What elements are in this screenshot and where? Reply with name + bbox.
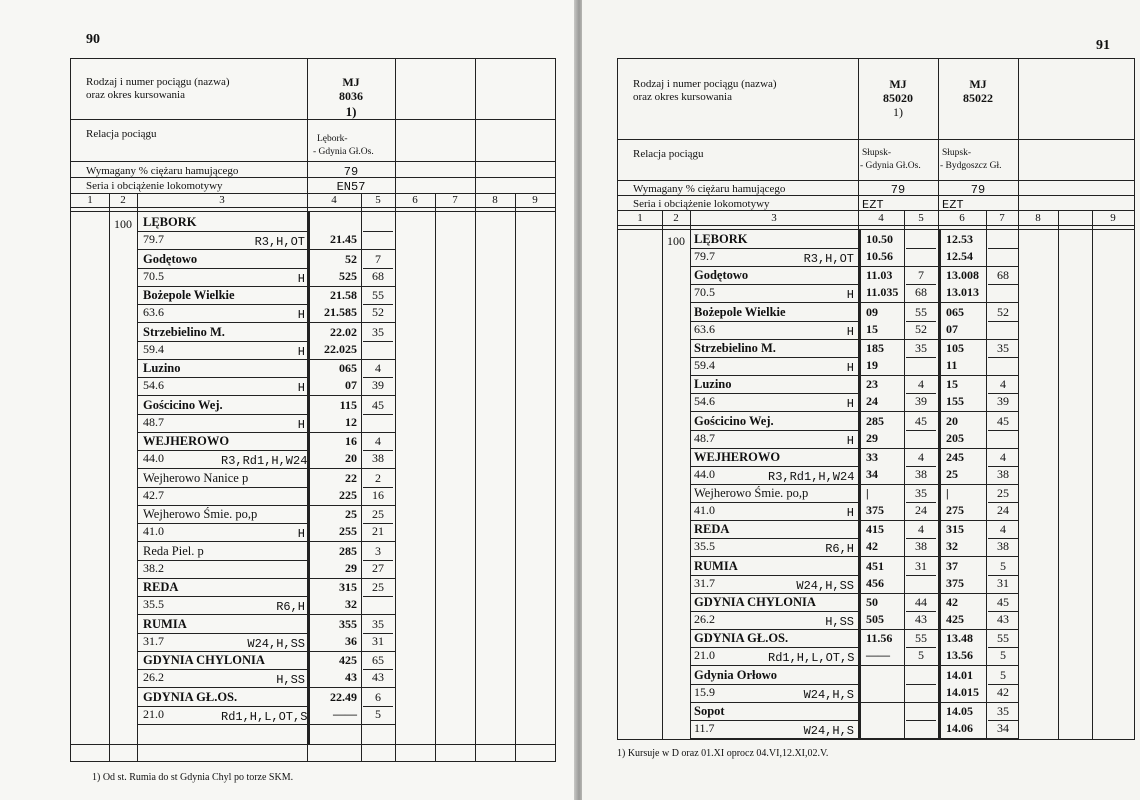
col-number: 6 (412, 194, 418, 206)
train1-run-time: 35 (915, 486, 927, 501)
train2-arrival: 245 (946, 449, 964, 464)
station-km: 79.7 (694, 249, 715, 263)
loco-label: Seria i obciążenie lokomotywy (86, 180, 223, 192)
arrival-time: 16 (345, 434, 357, 448)
arrival-time: 22.49 (330, 689, 357, 704)
station-name: GDYNIA CHYLONIA (694, 595, 816, 609)
train1-number: 85020 (883, 91, 913, 105)
station-name: Gdynia Orłowo (694, 667, 777, 682)
station-name: WEJHEROWO (694, 449, 781, 464)
train1-arrival: | (866, 486, 869, 501)
train-label-line1: Rodzaj i numer pociągu (nazwa) (86, 76, 230, 88)
station-codes: H (846, 360, 854, 375)
page-number-left: 90 (86, 32, 100, 47)
run-time-2: 27 (372, 560, 384, 575)
train1-run-time: 35 (915, 340, 927, 355)
station-codes: Rd1,H,L,OT,S (221, 709, 308, 724)
station-name: REDA (143, 580, 179, 594)
station-km: 15.9 (694, 684, 715, 699)
train1-loco: EZT (862, 198, 884, 212)
train1-arrival: 185 (866, 340, 884, 355)
train2-run-time: 5 (1000, 667, 1006, 682)
arrival-time: 22.02 (330, 324, 357, 339)
train-type: MJ (342, 75, 360, 89)
train1-run-time: 7 (918, 268, 924, 283)
train1-departure: 34 (866, 466, 878, 481)
train2-run-time: 35 (997, 703, 1009, 718)
run-time: 4 (375, 434, 381, 448)
train2-arrival: 15 (946, 377, 958, 392)
station-codes: W24,H,SS (247, 636, 305, 651)
station-codes: H,SS (276, 673, 305, 687)
speed-value: 100 (114, 217, 132, 231)
train1-run-time-2: 39 (915, 394, 927, 409)
train2-departure: 13.013 (946, 285, 979, 300)
station-km: 41.0 (694, 503, 715, 518)
station-codes: R3,H,OT (803, 252, 854, 266)
run-time: 25 (372, 580, 384, 594)
run-time: 45 (372, 397, 384, 412)
relation-label: Relacja pociągu (86, 128, 157, 140)
station-km: 54.6 (143, 378, 164, 392)
timetable-right (617, 58, 1135, 740)
station-name: Reda Piel. p (143, 543, 204, 558)
station-name: REDA (694, 522, 730, 537)
arrival-time: 315 (339, 580, 357, 594)
train2-arrival: 12.53 (946, 232, 973, 246)
station-name: RUMIA (694, 558, 738, 573)
station-name: Godętowo (694, 268, 749, 283)
train2-run-time-2: 38 (997, 539, 1009, 554)
train2-arrival: 14.01 (946, 667, 973, 682)
run-time: 7 (375, 251, 381, 266)
station-name: Strzebielino M. (694, 340, 776, 355)
train2-arrival: 20 (946, 413, 958, 428)
relation-label: Relacja pociągu (633, 148, 704, 160)
station-km: 54.6 (694, 394, 715, 409)
col-number: 9 (1110, 212, 1116, 224)
run-time: 35 (372, 324, 384, 339)
train2-run-time-2: 42 (997, 684, 1009, 699)
station-name: Luzino (694, 377, 732, 392)
train2-run-time-2: 34 (997, 720, 1009, 735)
train1-note: 1) (893, 105, 903, 119)
run-time: 55 (372, 288, 384, 302)
station-km: 38.2 (143, 560, 164, 575)
run-time-2: 43 (372, 670, 384, 684)
train2-run-time: 4 (1000, 449, 1006, 464)
train1-run-time-2: 43 (915, 612, 927, 626)
col-number: 6 (959, 212, 965, 224)
station-name: Luzino (143, 361, 181, 375)
col-number: 3 (219, 194, 225, 206)
station-codes: H (297, 308, 305, 322)
col-number: 7 (999, 212, 1005, 224)
departure-time: 07 (345, 378, 357, 392)
train-label-line1: Rodzaj i numer pociągu (nazwa) (633, 78, 777, 90)
station-name: GDYNIA CHYLONIA (143, 653, 265, 667)
station-km: 31.7 (694, 575, 715, 590)
train1-departure: 24 (866, 394, 878, 409)
station-codes: H (846, 433, 854, 448)
arrival-time: 21.58 (330, 288, 357, 302)
station-km: 21.0 (694, 648, 715, 663)
train2-run-time: 5 (1000, 558, 1006, 573)
arrival-time: 22 (345, 470, 357, 485)
run-time: 2 (375, 470, 381, 485)
train2-run-time: 4 (1000, 377, 1006, 392)
train2-departure: 25 (946, 466, 958, 481)
station-name: LĘBORK (694, 232, 748, 246)
station-name: GDYNIA GŁ.OS. (694, 631, 789, 646)
station-codes: H (297, 417, 305, 432)
train-note: 1) (345, 104, 357, 119)
speed-value: 100 (667, 234, 685, 248)
train1-arrival: 285 (866, 413, 884, 428)
departure-time: —— (333, 706, 357, 721)
station-name: WEJHEROWO (143, 434, 230, 448)
departure-time: 22.025 (324, 341, 357, 356)
departure-time: 225 (339, 487, 357, 502)
station-codes: R3,Rd1,H,W24 (221, 454, 308, 468)
train2-run-time: 45 (997, 413, 1009, 428)
train2-departure: 205 (946, 430, 964, 445)
train2-loco: EZT (942, 198, 964, 212)
train-label-line2: oraz okres kursowania (86, 89, 185, 101)
run-time-2: 38 (372, 451, 384, 465)
train1-run-time: 4 (918, 449, 924, 464)
station-km: 35.5 (694, 539, 715, 554)
train2-arrival: 42 (946, 595, 958, 609)
station-codes: H (846, 397, 854, 412)
train1-departure: 42 (866, 539, 878, 554)
train1-run-time-2: 5 (918, 648, 924, 663)
page-right (582, 0, 1140, 800)
train2-run-time-2: 24 (997, 503, 1009, 518)
train2-departure: 13.56 (946, 648, 973, 663)
train1-relation-2: - Gdynia Gł.Os. (860, 161, 921, 171)
departure-time: 43 (345, 670, 357, 684)
arrival-time: 355 (339, 616, 357, 631)
train2-departure: 12.54 (946, 249, 973, 263)
station-km: 11.7 (694, 720, 715, 735)
station-name: Strzebielino M. (143, 324, 225, 339)
arrival-time: 065 (339, 361, 357, 375)
train2-relation-1: Słupsk- (942, 148, 972, 158)
run-time-2: 16 (372, 487, 384, 502)
col-number: 5 (918, 212, 924, 224)
station-name: Wejherowo Nanice p (143, 470, 249, 485)
train2-departure: 14.015 (946, 684, 979, 699)
brake-label: Wymagany % ciężaru hamującego (633, 183, 786, 195)
train1-run-time-2: 38 (915, 466, 927, 481)
train-relation-1: Lębork- (317, 134, 348, 144)
timetable-left (70, 58, 556, 762)
run-time-2: 5 (375, 706, 381, 721)
train1-arrival: 11.03 (866, 268, 893, 283)
col-number: 3 (771, 212, 777, 224)
train1-run-time-2: 68 (915, 285, 927, 300)
train1-departure: 15 (866, 321, 878, 336)
station-km: 63.6 (143, 305, 164, 319)
train2-run-time-2: 38 (997, 466, 1009, 481)
station-km: 44.0 (694, 466, 715, 481)
station-name: LĘBORK (143, 215, 197, 229)
train1-departure: 19 (866, 357, 878, 372)
train1-departure: 10.56 (866, 249, 893, 263)
footnote-right: 1) Kursuje w D oraz 01.XI oprocz 04.VI,12.XI,02.V. (617, 748, 829, 759)
train1-departure: 375 (866, 503, 884, 518)
train2-run-time-2: 5 (1000, 648, 1006, 663)
station-km: 31.7 (143, 633, 164, 648)
train1-run-time: 44 (915, 595, 927, 609)
col-number: 8 (1035, 212, 1041, 224)
run-time: 25 (372, 507, 384, 521)
train1-arrival: 11.56 (866, 631, 893, 646)
train1-type: MJ (889, 77, 907, 91)
station-km: 44.0 (143, 451, 164, 465)
arrival-time: 115 (339, 397, 357, 412)
train-number: 8036 (339, 89, 363, 103)
station-km: 26.2 (143, 670, 164, 684)
train2-type: MJ (969, 77, 987, 91)
departure-time: 29 (345, 560, 357, 575)
col-number: 5 (375, 194, 381, 206)
run-time-2: 39 (372, 378, 384, 392)
station-km: 35.5 (143, 597, 164, 611)
departure-time: 20 (345, 451, 357, 465)
train2-run-time: 45 (997, 595, 1009, 609)
station-codes: H (297, 381, 305, 395)
run-time-2: 68 (372, 268, 384, 283)
col-number: 4 (331, 194, 337, 206)
station-name: Gościcino Wej. (143, 397, 223, 412)
run-time: 35 (372, 616, 384, 631)
train2-arrival: 14.05 (946, 703, 973, 718)
train2-run-time: 4 (1000, 522, 1006, 537)
train2-run-time: 35 (997, 340, 1009, 355)
run-time: 6 (375, 689, 381, 704)
station-codes: R3,Rd1,H,W24 (768, 469, 855, 484)
train2-number: 85022 (963, 91, 993, 105)
train2-departure: 14.06 (946, 720, 973, 735)
station-km: 26.2 (694, 612, 715, 626)
train2-arrival: 065 (946, 304, 964, 319)
brake-label: Wymagany % ciężaru hamującego (86, 165, 239, 177)
station-codes: H,SS (825, 615, 854, 629)
run-time-2: 52 (372, 305, 384, 319)
train1-departure: —— (866, 648, 890, 663)
train2-run-time-2: 43 (997, 612, 1009, 626)
station-codes: H (846, 506, 854, 521)
station-name: Bożepole Wielkie (694, 304, 786, 319)
station-km: 48.7 (694, 430, 715, 445)
train1-arrival: 09 (866, 304, 878, 319)
station-codes: R3,H,OT (254, 235, 305, 249)
train-label-line2: oraz okres kursowania (633, 91, 732, 103)
station-codes: R6,H (825, 542, 854, 557)
train1-run-time: 31 (915, 558, 927, 573)
col-number: 1 (87, 194, 93, 206)
train1-departure: 456 (866, 575, 884, 590)
arrival-time: 425 (339, 653, 357, 667)
run-time-2: 31 (372, 633, 384, 648)
train2-departure: 07 (946, 321, 958, 336)
footnote-left: 1) Od st. Rumia do st Gdynia Chyl po torze SKM. (92, 772, 294, 783)
departure-time: 21.45 (330, 232, 357, 246)
station-codes: H (846, 288, 854, 303)
train2-departure: 32 (946, 539, 958, 554)
col-number: 1 (637, 212, 643, 224)
run-time: 4 (375, 361, 381, 375)
train2-departure: 375 (946, 575, 964, 590)
station-codes: H (297, 271, 305, 286)
train1-run-time: 45 (915, 413, 927, 428)
station-codes: W24,H,S (803, 687, 854, 702)
station-km: 59.4 (143, 341, 164, 356)
station-codes: H (297, 527, 305, 541)
train1-run-time: 4 (918, 377, 924, 392)
train2-arrival: 315 (946, 522, 964, 537)
departure-time: 525 (339, 268, 357, 283)
train2-departure: 425 (946, 612, 964, 626)
col-number: 7 (452, 194, 458, 206)
train2-arrival: 37 (946, 558, 958, 573)
train2-arrival: 13.48 (946, 631, 973, 646)
station-codes: R6,H (276, 600, 305, 614)
train-loco: EN57 (336, 180, 366, 194)
station-name: RUMIA (143, 616, 187, 631)
train2-departure: 11 (946, 357, 958, 372)
station-km: 63.6 (694, 321, 715, 336)
station-name: GDYNIA GŁ.OS. (143, 689, 238, 704)
station-codes: H (297, 344, 305, 359)
train2-brake: 79 (970, 183, 986, 197)
run-time: 3 (375, 543, 381, 558)
station-name: Gościcino Wej. (694, 413, 774, 428)
run-time-2: 21 (372, 524, 384, 538)
run-time: 65 (372, 653, 384, 667)
station-km: 42.7 (143, 487, 164, 502)
departure-time: 21.585 (324, 305, 357, 319)
station-name: Wejherowo Śmie. po,p (694, 486, 809, 501)
train1-arrival: 50 (866, 595, 878, 609)
train-relation-2: - Gdynia Gł.Os. (313, 147, 374, 157)
col-number: 8 (492, 194, 498, 206)
station-km: 70.5 (694, 285, 715, 300)
train2-run-time: 25 (997, 486, 1009, 501)
station-km: 41.0 (143, 524, 164, 538)
train1-run-time: 55 (915, 304, 927, 319)
train2-departure: 275 (946, 503, 964, 518)
col-number: 2 (673, 212, 679, 224)
train1-arrival: 415 (866, 522, 884, 537)
station-name: Sopot (694, 703, 725, 718)
train2-run-time: 52 (997, 304, 1009, 319)
train1-run-time-2: 52 (915, 321, 927, 336)
loco-label: Seria i obciążenie lokomotywy (633, 198, 770, 210)
train1-run-time: 55 (915, 631, 927, 646)
station-name: Godętowo (143, 251, 198, 266)
train1-departure: 11.035 (866, 285, 899, 300)
train2-run-time-2: 31 (997, 575, 1009, 590)
departure-time: 32 (345, 597, 357, 611)
station-km: 21.0 (143, 706, 164, 721)
arrival-time: 52 (345, 251, 357, 266)
train2-arrival: | (946, 486, 949, 501)
arrival-time: 285 (339, 543, 357, 558)
train1-arrival: 23 (866, 377, 878, 392)
train1-relation-1: Słupsk- (862, 148, 892, 158)
station-codes: W24,H,S (803, 723, 854, 738)
train1-arrival: 33 (866, 449, 878, 464)
train1-run-time: 4 (918, 522, 924, 537)
train1-departure: 29 (866, 430, 878, 445)
train1-arrival: 451 (866, 558, 884, 573)
train2-relation-2: - Bydgoszcz Gł. (940, 161, 1002, 171)
col-number: 2 (120, 194, 126, 206)
departure-time: 36 (345, 633, 357, 648)
train2-run-time: 68 (997, 268, 1009, 283)
station-codes: H (846, 324, 854, 339)
train1-run-time-2: 24 (915, 503, 927, 518)
train1-arrival: 10.50 (866, 232, 893, 246)
col-number: 4 (878, 212, 884, 224)
station-km: 48.7 (143, 414, 164, 429)
train1-brake: 79 (890, 183, 906, 197)
train1-run-time-2: 38 (915, 539, 927, 554)
station-km: 79.7 (143, 232, 164, 246)
departure-time: 255 (339, 524, 357, 538)
page-number-right: 91 (1096, 38, 1110, 53)
station-km: 59.4 (694, 357, 715, 372)
station-name: Wejherowo Śmie. po,p (143, 507, 258, 521)
train1-departure: 505 (866, 612, 884, 626)
departure-time: 12 (345, 414, 357, 429)
arrival-time: 25 (345, 507, 357, 521)
station-codes: Rd1,H,L,OT,S (768, 651, 855, 666)
train2-arrival: 105 (946, 340, 964, 355)
train2-arrival: 13.008 (946, 268, 979, 283)
train2-run-time: 55 (997, 631, 1009, 646)
station-km: 70.5 (143, 268, 164, 283)
station-name: Bożepole Wielkie (143, 288, 235, 302)
train2-run-time-2: 39 (997, 394, 1009, 409)
col-number: 9 (532, 194, 538, 206)
station-codes: W24,H,SS (796, 578, 854, 593)
train-brake: 79 (343, 165, 359, 179)
train2-departure: 155 (946, 394, 964, 409)
